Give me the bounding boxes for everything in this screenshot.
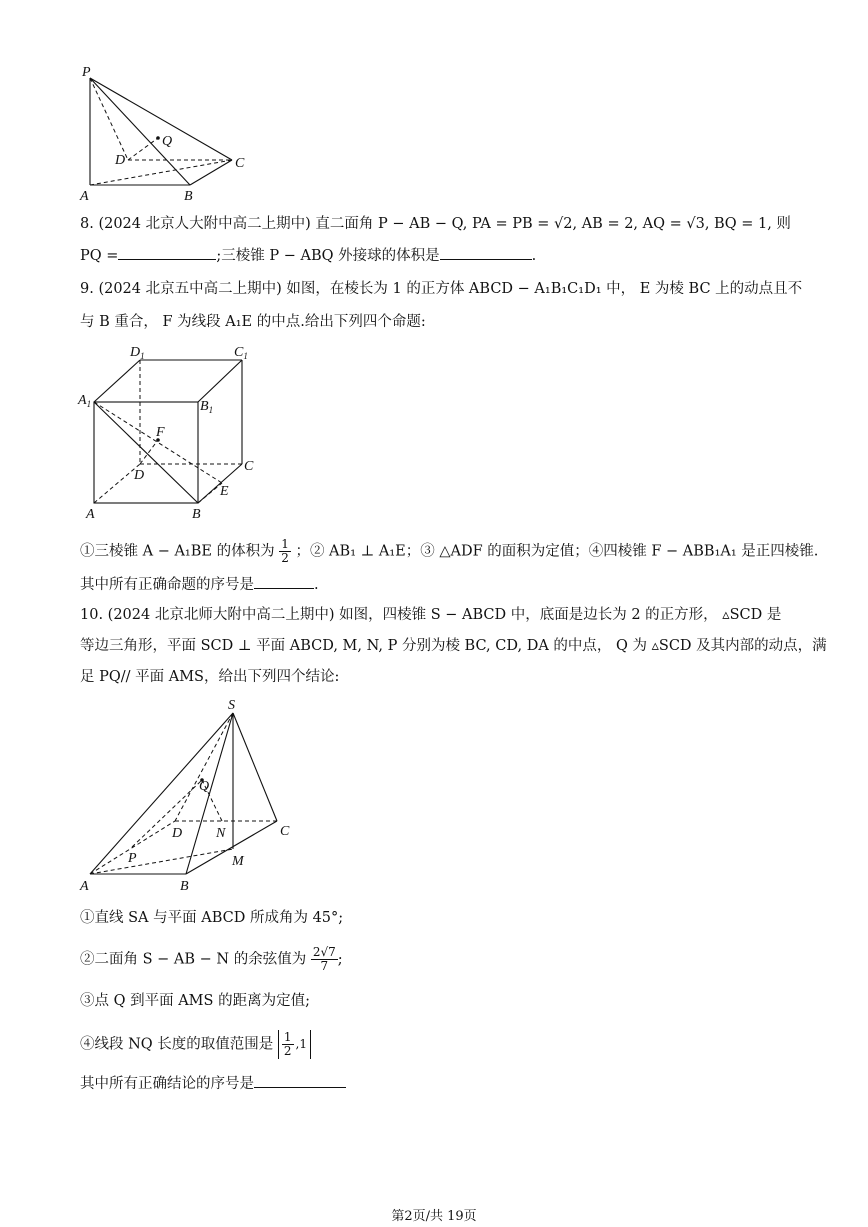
q10-c4-text: ④线段 NQ 长度的取值范围是	[80, 1036, 274, 1053]
label-q: Q	[199, 779, 210, 794]
figure-cube	[72, 340, 272, 525]
figure-pyramid-pabc	[70, 60, 260, 205]
q9-p2-p4-text: ；② AB₁ ⊥ A₁E；③ △ADF 的面积为定值；④四棱锥 F − ABB₁A₁ 是正四棱锥.	[295, 543, 819, 560]
q9-p1-fraction: $\frac{1}{2}$	[281, 537, 289, 565]
q10-conclusion-4	[80, 1030, 311, 1059]
q9-line2: 与 B 重合， F 为线段 A₁E 的中点.给出下列四个命题:	[80, 314, 426, 330]
q10-conclusion-2	[80, 946, 343, 973]
q9-ask-end: .	[314, 577, 319, 593]
label-b1: $B_1$	[200, 399, 214, 415]
q8-line1: 8. (2024 北京人大附中高二上期中) 直二面角 P − AB − Q, PA = PB = √2, AB = 2, AQ = √3, BQ = 1, 则	[80, 216, 791, 232]
label-a: A	[80, 879, 89, 894]
q9-ask-text: 其中所有正确命题的序号是	[80, 577, 254, 593]
label-c: C	[244, 459, 254, 474]
q9-line1: 9. (2024 北京五中高二上期中) 如图，在棱长为 1 的正方体 ABCD − A₁B₁C₁D₁ 中， E 为棱 BC 上的动点且不	[80, 281, 803, 297]
q10-conclusion-1: ①直线 SA 与平面 ABCD 所成角为 45°;	[80, 910, 344, 926]
q8-pq-label: PQ =	[80, 248, 119, 264]
label-e: E	[220, 484, 229, 499]
q10-line2: 等边三角形，平面 SCD ⊥ 平面 ABCD, M, N, P 分别为棱 BC, CD, DA 的中点， Q 为 ▵SCD 及其内部的动点，满	[80, 638, 827, 654]
q10-ask	[80, 1073, 346, 1095]
q10-c2-text: ②二面角 S − AB − N 的余弦值为	[80, 951, 307, 968]
q9-propositions	[80, 538, 818, 565]
q10-ask-text: 其中所有正确结论的序号是	[80, 1076, 254, 1092]
label-d1: $D_1$	[130, 345, 145, 361]
q8-line2-mid: ;三棱锥 P − ABQ 外接球的体积是	[216, 248, 440, 264]
label-p: P	[128, 851, 137, 866]
label-m: M	[232, 854, 244, 869]
label-a: A	[86, 507, 95, 522]
label-a1: $A_1$	[78, 393, 92, 409]
q9-answer-blank	[254, 574, 314, 589]
label-d: D	[172, 826, 183, 841]
figure-pyramid-sabcd	[72, 695, 302, 895]
label-b: B	[192, 507, 201, 522]
q8-line2	[80, 245, 536, 267]
q10-c2-end: ;	[337, 951, 343, 968]
label-d: D	[115, 153, 126, 168]
q10-line1: 10. (2024 北京北师大附中高二上期中) 如图，四棱锥 S − ABCD 中，底面是边长为 2 的正方形， ▵SCD 是	[80, 607, 782, 623]
label-d: D	[134, 468, 145, 483]
label-c: C	[280, 824, 290, 839]
label-s: S	[228, 698, 235, 713]
q9-p1-text: ①三棱锥 A − A₁BE 的体积为	[80, 543, 275, 560]
page-footer: 第2页/共 19页	[391, 1209, 477, 1224]
q10-conclusion-3: ③点 Q 到平面 AMS 的距离为定值;	[80, 993, 310, 1009]
label-b: B	[180, 879, 189, 894]
label-q: Q	[162, 134, 173, 149]
q10-c4-interval: $\frac{1}{2}$ ,1	[278, 1030, 311, 1059]
label-c: C	[235, 156, 245, 171]
q10-c2-fraction: $\frac{2√7}{7}$	[312, 945, 336, 973]
label-c1: $C_1$	[234, 345, 248, 361]
q10-line3: 足 PQ// 平面 AMS，给出下列四个结论:	[80, 669, 340, 685]
q9-ask	[80, 574, 319, 596]
q10-answer-blank	[254, 1073, 346, 1088]
q8-blank-1	[118, 245, 216, 260]
label-b: B	[184, 189, 193, 204]
label-a: A	[80, 189, 89, 204]
q8-blank-2	[440, 245, 532, 260]
label-n: N	[216, 826, 226, 841]
label-f: F	[156, 425, 165, 440]
label-p: P	[82, 65, 91, 80]
point-q	[156, 136, 160, 140]
q8-line2-end: .	[531, 248, 537, 264]
